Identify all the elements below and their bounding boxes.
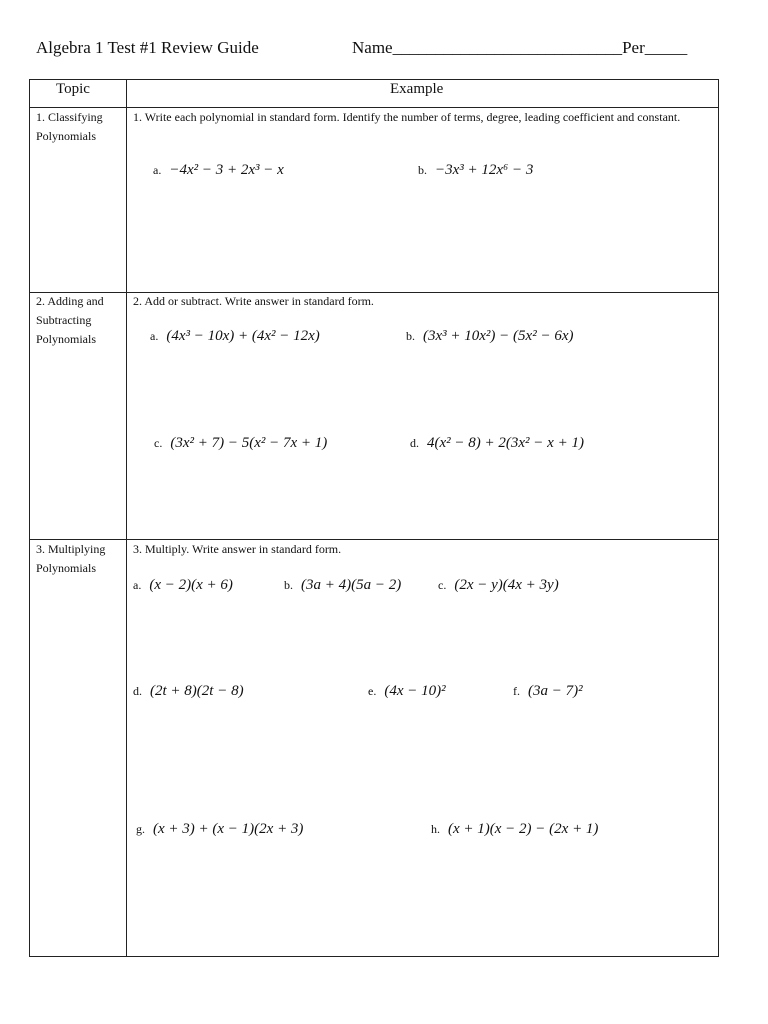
problem-1b bbox=[418, 161, 533, 179]
problem-label: d. bbox=[133, 684, 142, 698]
problem-expression: (4x − 10)² bbox=[384, 683, 446, 699]
problem-label: a. bbox=[153, 163, 162, 177]
problem-label: e. bbox=[368, 684, 377, 698]
problem-label: f. bbox=[513, 684, 520, 698]
problem-3b bbox=[284, 576, 401, 594]
problem-label: c. bbox=[154, 436, 163, 450]
problem-expression: (3x² + 7) − 5(x² − 7x + 1) bbox=[170, 435, 328, 451]
example-column-header: Example bbox=[390, 81, 444, 97]
problem-expression: (x + 1)(x − 2) − (2x + 1) bbox=[448, 821, 599, 837]
problem-expression: (4x³ − 10x) + (4x² − 12x) bbox=[166, 328, 320, 344]
problem-expression: (2x − y)(4x + 3y) bbox=[454, 577, 559, 593]
problem-3a bbox=[133, 576, 233, 594]
problem-label: a. bbox=[150, 329, 159, 343]
topic-adding-subtracting: 2. Adding and Subtracting Polynomials bbox=[36, 294, 104, 346]
problem-2a bbox=[150, 327, 320, 345]
instruction-3: 3. Multiply. Write answer in standard form. bbox=[133, 542, 342, 556]
problem-2d bbox=[410, 434, 584, 452]
instruction-1: 1. Write each polynomial in standard form. Identify the number of terms, degree, leading coefficient and constant. bbox=[133, 110, 681, 124]
problem-label: b. bbox=[418, 163, 427, 177]
topic-column-header: Topic bbox=[56, 81, 90, 97]
problem-2b bbox=[406, 327, 573, 345]
problem-expression: −3x³ + 12x⁶ − 3 bbox=[435, 162, 534, 178]
problem-3c bbox=[438, 576, 559, 594]
problem-1a bbox=[153, 161, 284, 179]
problem-label: c. bbox=[438, 578, 447, 592]
problem-expression: (3x³ + 10x²) − (5x² − 6x) bbox=[423, 328, 574, 344]
topic-multiplying: 3. Multiplying Polynomials bbox=[36, 542, 106, 575]
problem-3h bbox=[431, 820, 598, 838]
problem-expression: (x + 3) + (x − 1)(2x + 3) bbox=[153, 821, 304, 837]
problem-3g bbox=[136, 820, 303, 838]
instruction-2: 2. Add or subtract. Write answer in standard form. bbox=[133, 294, 374, 308]
problem-label: b. bbox=[284, 578, 293, 592]
problem-3d bbox=[133, 682, 244, 700]
problem-label: h. bbox=[431, 822, 440, 836]
problem-label: b. bbox=[406, 329, 415, 343]
problem-2c bbox=[154, 434, 327, 452]
problem-3e bbox=[368, 682, 446, 700]
column-divider bbox=[126, 79, 127, 957]
topic-classifying: 1. Classifying Polynomials bbox=[36, 110, 103, 143]
problem-label: g. bbox=[136, 822, 145, 836]
page-title: Algebra 1 Test #1 Review Guide bbox=[36, 38, 259, 57]
problem-label: a. bbox=[133, 578, 142, 592]
problem-expression: (2t + 8)(2t − 8) bbox=[150, 683, 244, 699]
problem-expression: (3a − 7)² bbox=[528, 683, 583, 699]
problem-expression: 4(x² − 8) + 2(3x² − x + 1) bbox=[427, 435, 584, 451]
problem-expression: −4x² − 3 + 2x³ − x bbox=[169, 162, 284, 178]
problem-label: d. bbox=[410, 436, 419, 450]
problem-3f bbox=[513, 682, 583, 700]
problem-expression: (3a + 4)(5a − 2) bbox=[301, 577, 402, 593]
review-table bbox=[29, 79, 719, 957]
name-period-line: Name___________________________Per_____ bbox=[352, 38, 688, 57]
problem-expression: (x − 2)(x + 6) bbox=[149, 577, 233, 593]
